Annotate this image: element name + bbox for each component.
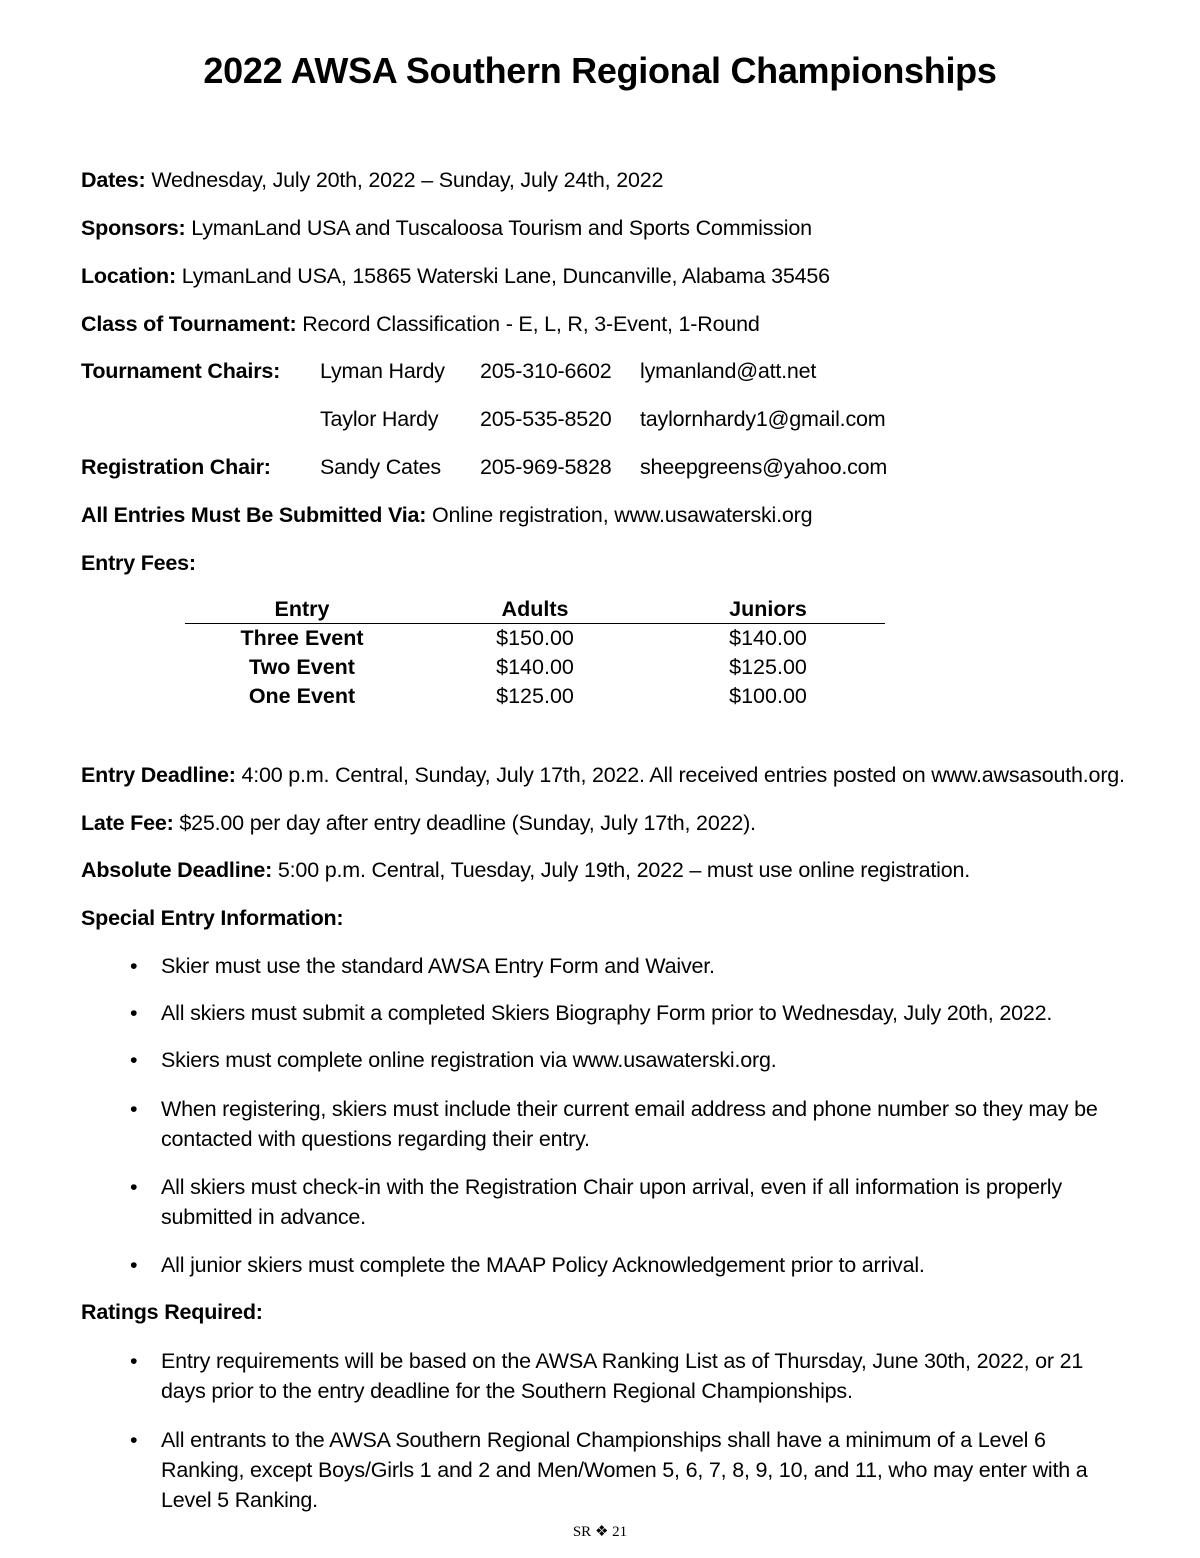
fees-juniors-cell: $140.00 bbox=[729, 626, 807, 650]
bullet-icon: • bbox=[130, 1349, 138, 1373]
special-heading bbox=[81, 906, 343, 931]
list-item-text: All entrants to the AWSA Southern Regional Championships shall have a minimum of a Level 6 Ranking, except Boys/Girls 1 and 2 and Men/Women 5, 6, 7, 8, 9, 10, and 11, who may enter with a Level 5 Ranking. bbox=[161, 1428, 1088, 1512]
sponsors-line bbox=[81, 216, 812, 241]
entries-value: Online registration, www.usawaterski.org bbox=[432, 503, 813, 527]
chair-email: taylornhardy1@gmail.com bbox=[640, 407, 886, 431]
bullet-icon: • bbox=[130, 954, 138, 978]
chair-email: lymanland@att.net bbox=[640, 359, 817, 383]
page-footer: SR ❖ 21 bbox=[572, 1524, 628, 1540]
entry-fees-heading bbox=[81, 551, 196, 576]
chair-name: Taylor Hardy bbox=[320, 407, 439, 431]
deadline-value: 4:00 p.m. Central, Sunday, July 17th, 2022. All received entries posted on www.awsasouth.org. bbox=[241, 763, 1125, 787]
fees-juniors-cell: $125.00 bbox=[729, 655, 807, 679]
ratings-label: Ratings Required: bbox=[81, 1300, 263, 1324]
list-item-text: Skier must use the standard AWSA Entry Form and Waiver. bbox=[161, 954, 715, 978]
late-fee-value: $25.00 per day after entry deadline (Sunday, July 17th, 2022). bbox=[179, 811, 756, 835]
list-item-text: All junior skiers must complete the MAAP Policy Acknowledgement prior to arrival. bbox=[161, 1253, 925, 1277]
deadline-label: Entry Deadline: bbox=[81, 763, 236, 787]
late-fee-line bbox=[81, 811, 756, 836]
location-line bbox=[81, 264, 830, 289]
page-title: 2022 AWSA Southern Regional Championships bbox=[203, 50, 997, 91]
entries-label: All Entries Must Be Submitted Via: bbox=[81, 503, 427, 527]
chair-phone: 205-310-6602 bbox=[480, 359, 612, 383]
fees-table-header bbox=[185, 597, 885, 624]
fees-entry-cell: Three Event bbox=[240, 626, 364, 650]
fees-entry-cell: One Event bbox=[248, 684, 356, 708]
location-label: Location: bbox=[81, 264, 176, 288]
bullet-icon: • bbox=[130, 1048, 138, 1072]
absolute-deadline-value: 5:00 p.m. Central, Tuesday, July 19th, 2022 – must use online registration. bbox=[277, 858, 971, 882]
ratings-heading bbox=[81, 1300, 263, 1325]
bullet-icon: • bbox=[130, 1175, 138, 1199]
dates-value: Wednesday, July 20th, 2022 – Sunday, July 24th, 2022 bbox=[151, 168, 664, 192]
bullet-icon: • bbox=[130, 1097, 138, 1121]
sponsors-label: Sponsors: bbox=[81, 216, 186, 240]
late-fee-label: Late Fee: bbox=[81, 811, 174, 835]
dates-line bbox=[81, 168, 663, 193]
absolute-deadline-line bbox=[81, 858, 970, 883]
chair-name: Lyman Hardy bbox=[320, 359, 445, 383]
deadline-line bbox=[81, 763, 1125, 788]
chair-phone: 205-969-5828 bbox=[480, 455, 612, 479]
registration-chair-label: Registration Chair: bbox=[81, 455, 271, 479]
chair-phone: 205-535-8520 bbox=[480, 407, 612, 431]
absolute-deadline-label: Absolute Deadline: bbox=[81, 858, 273, 882]
sponsors-value: LymanLand USA and Tuscaloosa Tourism and Sports Commission bbox=[191, 216, 812, 240]
chair-email: sheepgreens@yahoo.com bbox=[640, 455, 888, 479]
entry-fees-label: Entry Fees: bbox=[81, 551, 196, 575]
special-label: Special Entry Information: bbox=[81, 906, 344, 930]
location-value: LymanLand USA, 15865 Waterski Lane, Duncanville, Alabama 35456 bbox=[181, 264, 830, 288]
dates-label: Dates: bbox=[81, 168, 146, 192]
class-label: Class of Tournament: bbox=[81, 312, 297, 336]
bullet-icon: • bbox=[130, 1001, 138, 1025]
list-item-text: All skiers must check-in with the Registration Chair upon arrival, even if all information is properly submitted in advance. bbox=[161, 1175, 1062, 1229]
list-item-text: Entry requirements will be based on the AWSA Ranking List as of Thursday, June 30th, 2022, or 21 days prior to the entry deadline for the Southern Regional Championships. bbox=[161, 1349, 1084, 1403]
list-item-text: All skiers must submit a completed Skiers Biography Form prior to Wednesday, July 20th, 2022. bbox=[161, 1001, 1053, 1025]
bullet-icon: • bbox=[130, 1428, 138, 1452]
class-line bbox=[81, 312, 760, 337]
chair-name: Sandy Cates bbox=[320, 455, 441, 479]
fees-header-juniors: Juniors bbox=[729, 597, 807, 621]
tournament-chairs-label: Tournament Chairs: bbox=[81, 359, 281, 383]
class-value: Record Classification - E, L, R, 3-Event, 1-Round bbox=[302, 312, 760, 336]
bullet-icon: • bbox=[130, 1253, 138, 1277]
list-item-text: Skiers must complete online registration via www.usawaterski.org. bbox=[161, 1048, 777, 1072]
fees-adults-cell: $125.00 bbox=[496, 684, 574, 708]
fees-adults-cell: $140.00 bbox=[496, 655, 574, 679]
fees-adults-cell: $150.00 bbox=[496, 626, 574, 650]
fees-juniors-cell: $100.00 bbox=[729, 684, 807, 708]
fees-entry-cell: Two Event bbox=[249, 655, 355, 679]
list-item-text: When registering, skiers must include their current email address and phone number so they may be contacted with questions regarding their entry. bbox=[161, 1097, 1098, 1151]
fees-header-entry: Entry bbox=[274, 597, 330, 621]
fees-header-adults: Adults bbox=[501, 597, 569, 621]
entries-line bbox=[81, 503, 812, 528]
